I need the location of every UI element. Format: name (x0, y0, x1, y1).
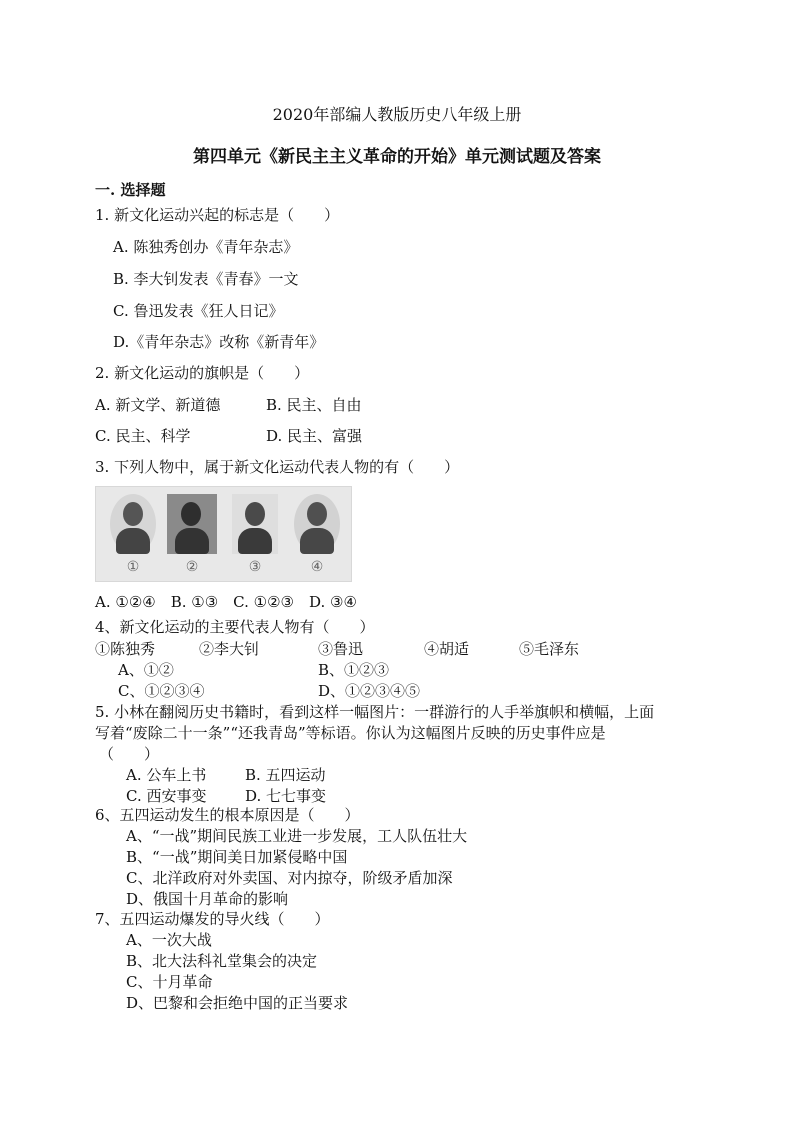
question-5-option-b: B. 五四运动 (245, 766, 326, 784)
portrait-1 (110, 494, 156, 554)
question-6-stem: 6、五四运动发生的根本原因是（ ） (95, 806, 360, 824)
question-4-person-5: ⑤毛泽东 (519, 640, 580, 658)
question-5-option-c: C. 西安事变 (126, 787, 207, 805)
question-6-option-c: C、北洋政府对外卖国、对内掠夺，阶级矛盾加深 (126, 869, 453, 887)
portrait-2-label: ② (185, 559, 199, 575)
question-5-option-a: A. 公车上书 (126, 766, 207, 784)
question-4-person-3: ③鲁迅 (318, 640, 364, 658)
question-4-stem: 4、新文化运动的主要代表人物有（ ） (95, 618, 375, 636)
question-5-line-1: 5. 小林在翻阅历史书籍时，看到这样一幅图片：一群游行的人手举旗帜和横幅，上面 (95, 703, 655, 721)
question-3-stem: 3. 下列人物中，属于新文化运动代表人物的有（ ） (95, 458, 460, 476)
section-heading: 一. 选择题 (95, 181, 166, 199)
question-7-option-a: A、一次大战 (126, 931, 212, 949)
portraits-image (95, 486, 352, 582)
question-2-stem: 2. 新文化运动的旗帜是（ ） (95, 364, 310, 382)
question-2-option-c: C. 民主、科学 (95, 427, 191, 445)
question-3-options: A. ①②④ B. ①③ C. ①②③ D. ③④ (95, 593, 357, 611)
question-4-option-b: B、①②③ (318, 661, 390, 679)
question-5-line-3: （ ） (99, 745, 160, 763)
question-4-person-4: ④胡适 (424, 640, 470, 658)
portrait-2 (167, 494, 217, 554)
question-7-option-d: D、巴黎和会拒绝中国的正当要求 (126, 994, 349, 1012)
portrait-4-label: ④ (310, 559, 324, 575)
question-4-person-1: ①陈独秀 (95, 640, 156, 658)
portrait-3 (232, 494, 278, 554)
question-6-option-b: B、“一战”期间美日加紧侵略中国 (126, 848, 348, 866)
question-4-option-d: D、①②③④⑤ (318, 682, 421, 700)
question-2-option-d: D. 民主、富强 (266, 427, 363, 445)
question-4-person-2: ②李大钊 (199, 640, 260, 658)
question-5-option-d: D. 七七事变 (245, 787, 327, 805)
question-1-stem: 1. 新文化运动兴起的标志是（ ） (95, 206, 340, 224)
document-title: 2020年部编人教版历史八年级上册 (272, 105, 522, 124)
portrait-4 (294, 494, 340, 554)
question-1-option-a: A. 陈独秀创办《青年杂志》 (113, 238, 299, 256)
question-1-option-b: B. 李大钊发表《青春》一文 (113, 270, 299, 288)
question-4-option-a: A、①② (118, 661, 174, 679)
portrait-1-label: ① (126, 559, 140, 575)
question-7-stem: 7、五四运动爆发的导火线（ ） (95, 910, 330, 928)
question-1-option-c: C. 鲁迅发表《狂人日记》 (113, 302, 284, 320)
portrait-3-label: ③ (248, 559, 262, 575)
question-7-option-b: B、北大法科礼堂集会的决定 (126, 952, 318, 970)
question-6-option-d: D、俄国十月革命的影响 (126, 890, 289, 908)
question-1-option-d: D.《青年杂志》改称《新青年》 (113, 333, 325, 351)
question-5-line-2: 写着“废除二十一条”“还我青岛”等标语。你认为这幅图片反映的历史事件应是 (95, 724, 606, 742)
document-subtitle: 第四单元《新民主主义革命的开始》单元测试题及答案 (193, 147, 601, 167)
question-4-option-c: C、①②③④ (118, 682, 205, 700)
question-2-option-a: A. 新文学、新道德 (95, 396, 221, 414)
question-2-option-b: B. 民主、自由 (266, 396, 362, 414)
question-7-option-c: C、十月革命 (126, 973, 213, 991)
question-6-option-a: A、“一战”期间民族工业进一步发展，工人队伍壮大 (126, 827, 468, 845)
